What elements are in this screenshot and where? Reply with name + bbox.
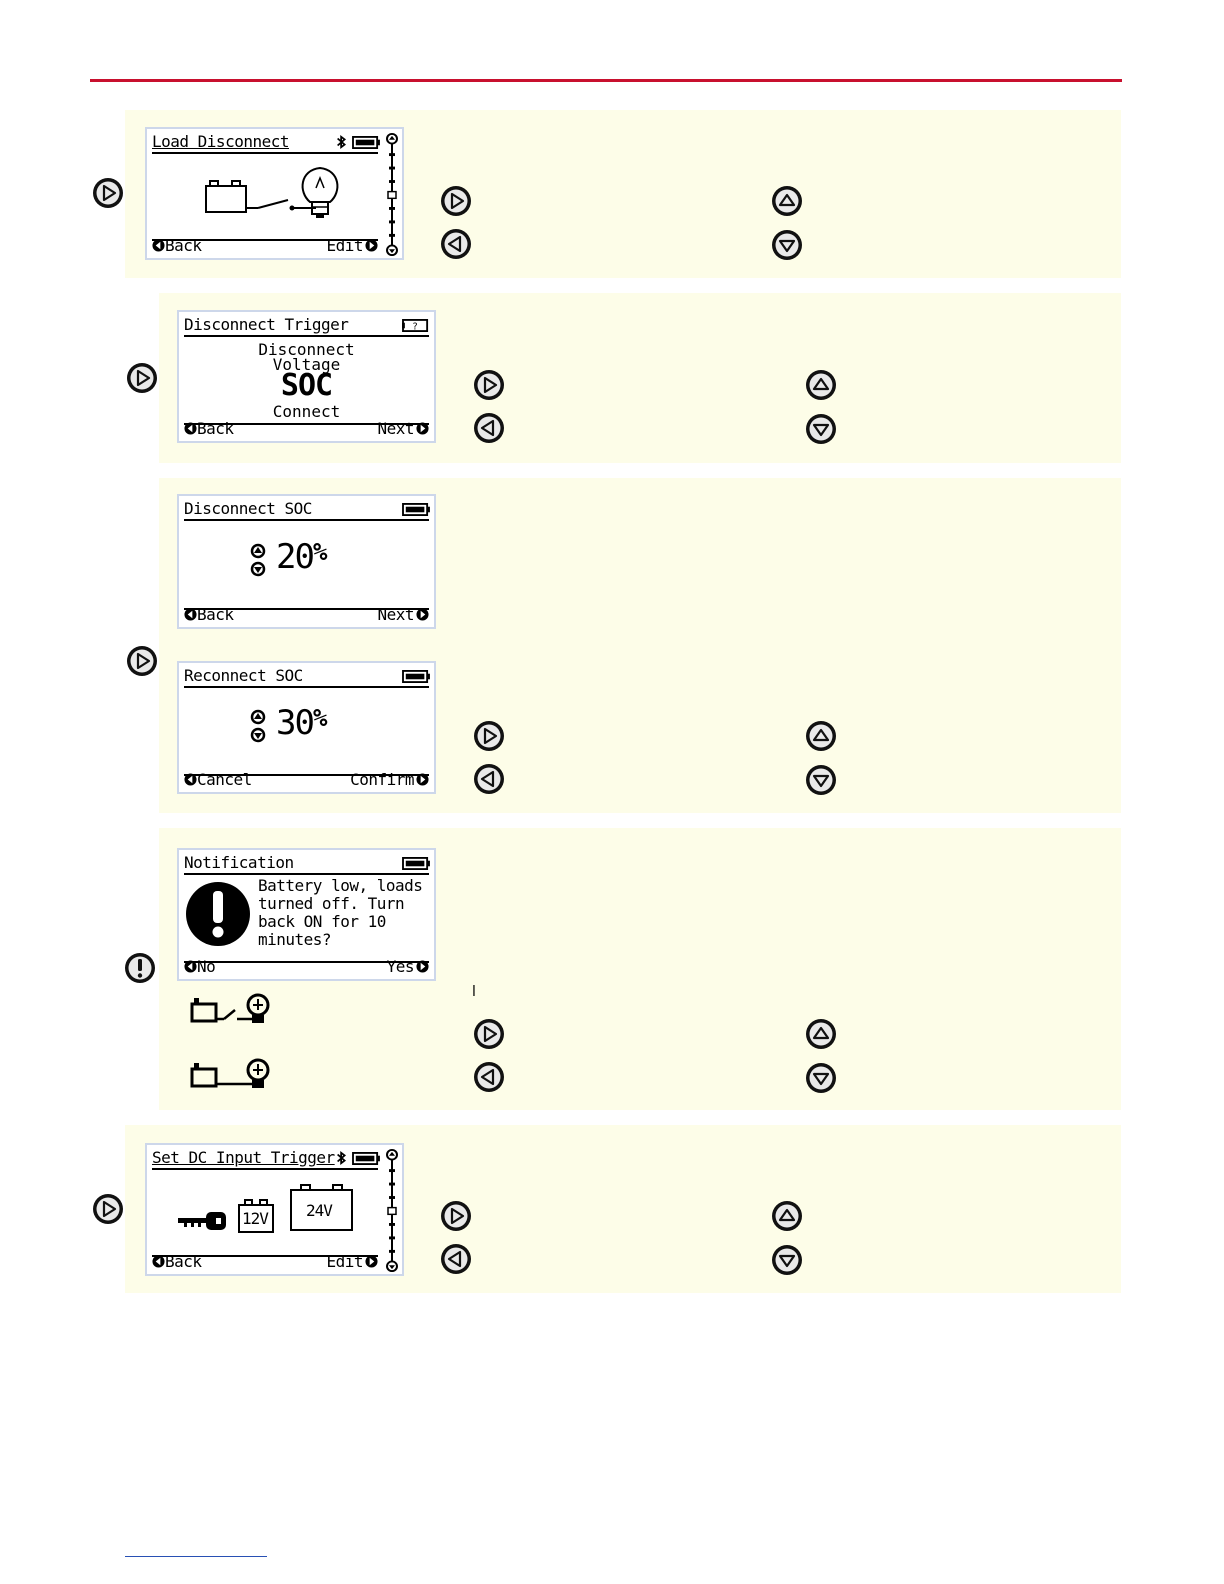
nav-up-icon (805, 1018, 837, 1050)
right-circle-icon (416, 773, 429, 786)
nav-right-icon (473, 720, 505, 752)
option-voltage[interactable]: Voltage (272, 355, 341, 374)
softkey-edit[interactable] (326, 1252, 378, 1271)
softkey-label: Confirm (350, 770, 414, 789)
option-soc-selected[interactable]: SOC (280, 368, 333, 403)
title-rule (184, 686, 429, 688)
scrollbar[interactable] (385, 132, 399, 257)
lcd-notification (177, 848, 436, 981)
softkey-back[interactable] (184, 419, 234, 438)
lcd-reconnect-soc (177, 661, 436, 794)
load-disconnected-icon (189, 993, 275, 1025)
battery-unknown-icon (402, 319, 430, 332)
screen-title: Set DC Input Trigger (152, 1148, 335, 1167)
battery-12v-label: 12V (242, 1209, 268, 1228)
screen-title: Disconnect SOC (184, 499, 312, 518)
left-circle-icon (184, 422, 197, 435)
message-line-3: back ON for 10 (258, 912, 386, 931)
soc-value (276, 537, 325, 577)
lcd-set-dc-input (145, 1143, 404, 1276)
step-right-icon (126, 645, 158, 677)
right-circle-icon (416, 960, 429, 973)
title-rule (184, 519, 429, 521)
nav-up-icon (771, 1200, 803, 1232)
nav-down-icon (805, 413, 837, 445)
screen-title: Notification (184, 853, 294, 872)
message-line-1: Battery low, loads (258, 876, 423, 895)
softkey-back[interactable] (184, 605, 234, 624)
softkey-label: Back (165, 1252, 202, 1271)
load-connected-icon (189, 1058, 275, 1090)
softkey-label: Back (165, 236, 202, 255)
soc-number: 20 (276, 537, 313, 577)
nav-down-icon (805, 1062, 837, 1094)
nav-right-icon (440, 185, 472, 217)
softkey-label: Next (377, 605, 414, 624)
nav-right-icon (440, 1200, 472, 1232)
battery-terminals (332, 1184, 343, 1191)
battery-24v-label: 24V (306, 1201, 332, 1220)
up-down-adjust-icon[interactable] (250, 543, 266, 577)
nav-down-icon (771, 229, 803, 261)
battery-icon (402, 670, 430, 683)
screen-title: Load Disconnect (152, 132, 289, 151)
battery-icon (352, 136, 380, 149)
step-right-icon (92, 177, 124, 209)
battery-terminals (259, 1199, 268, 1206)
nav-down-icon (771, 1244, 803, 1276)
message-line-2: turned off. Turn (258, 894, 405, 913)
title-rule (152, 1168, 378, 1170)
option-disconnect[interactable]: Disconnect (258, 340, 355, 359)
left-circle-icon (184, 773, 197, 786)
nav-left-icon (473, 1061, 505, 1093)
softkey-label: Next (377, 419, 414, 438)
softkey-back[interactable] (152, 1252, 202, 1271)
nav-left-icon (473, 412, 505, 444)
nav-up-icon (771, 185, 803, 217)
nav-left-icon (473, 763, 505, 795)
softkey-back[interactable] (152, 236, 202, 255)
battery-terminals (244, 1199, 253, 1206)
softkey-next[interactable] (377, 419, 429, 438)
stray-mark: l (472, 984, 476, 1000)
right-circle-icon (365, 239, 378, 252)
nav-right-icon (473, 1018, 505, 1050)
softkey-label: Edit (326, 1252, 363, 1271)
nav-down-icon (805, 764, 837, 796)
left-circle-icon (152, 239, 165, 252)
left-circle-icon (152, 1255, 165, 1268)
battery-icon (402, 857, 430, 870)
nav-up-icon (805, 369, 837, 401)
step-right-icon (126, 362, 158, 394)
softkey-no[interactable] (184, 957, 215, 976)
footer-link-rule (125, 1556, 267, 1557)
nav-left-icon (440, 228, 472, 260)
screen-title: Reconnect SOC (184, 666, 303, 685)
softkey-confirm[interactable] (350, 770, 429, 789)
ignition-key-icon (178, 1210, 228, 1232)
softkey-label: Cancel (197, 770, 252, 789)
bluetooth-icon (335, 135, 349, 149)
header-rule (90, 79, 1122, 82)
nav-left-icon (440, 1243, 472, 1275)
right-circle-icon (365, 1255, 378, 1268)
softkey-label: Back (197, 605, 234, 624)
bluetooth-icon (335, 1151, 349, 1165)
option-connect[interactable]: Connect (272, 402, 341, 421)
softkey-label: Edit (326, 236, 363, 255)
soc-unit: % (312, 538, 326, 566)
title-rule (184, 335, 429, 337)
softkey-label: No (197, 957, 216, 976)
softkey-yes[interactable] (387, 957, 429, 976)
soc-number: 30 (276, 703, 313, 743)
title-rule (184, 873, 429, 875)
battery-icon (352, 1152, 380, 1165)
softkey-next[interactable] (377, 605, 429, 624)
battery-24v[interactable] (290, 1189, 353, 1231)
battery-icon (402, 503, 430, 516)
softkey-label: Back (197, 419, 234, 438)
lcd-disconnect-soc (177, 494, 436, 629)
nav-up-icon (805, 720, 837, 752)
title-rule (152, 152, 378, 154)
up-down-adjust-icon[interactable] (250, 709, 266, 743)
softkey-label: Yes (386, 957, 414, 976)
lcd-disconnect-trigger (177, 310, 436, 443)
softkey-edit[interactable] (326, 236, 378, 255)
battery-12v[interactable] (238, 1204, 274, 1233)
step-right-icon (92, 1193, 124, 1225)
scrollbar[interactable] (385, 1148, 399, 1273)
lcd-load-disconnect (145, 127, 404, 260)
message-line-4: minutes? (258, 930, 332, 949)
soc-value (276, 703, 325, 743)
soc-unit: % (312, 704, 326, 732)
nav-right-icon (473, 369, 505, 401)
battery-terminals (300, 1184, 311, 1191)
exclamation-icon (185, 881, 251, 947)
softkey-cancel[interactable] (184, 770, 252, 789)
left-circle-icon (184, 960, 197, 973)
right-circle-icon (416, 608, 429, 621)
screen-title: Disconnect Trigger (184, 315, 349, 334)
alert-icon (124, 952, 156, 984)
right-circle-icon (416, 422, 429, 435)
battery-bulb-illustration (200, 162, 350, 222)
left-circle-icon (184, 608, 197, 621)
